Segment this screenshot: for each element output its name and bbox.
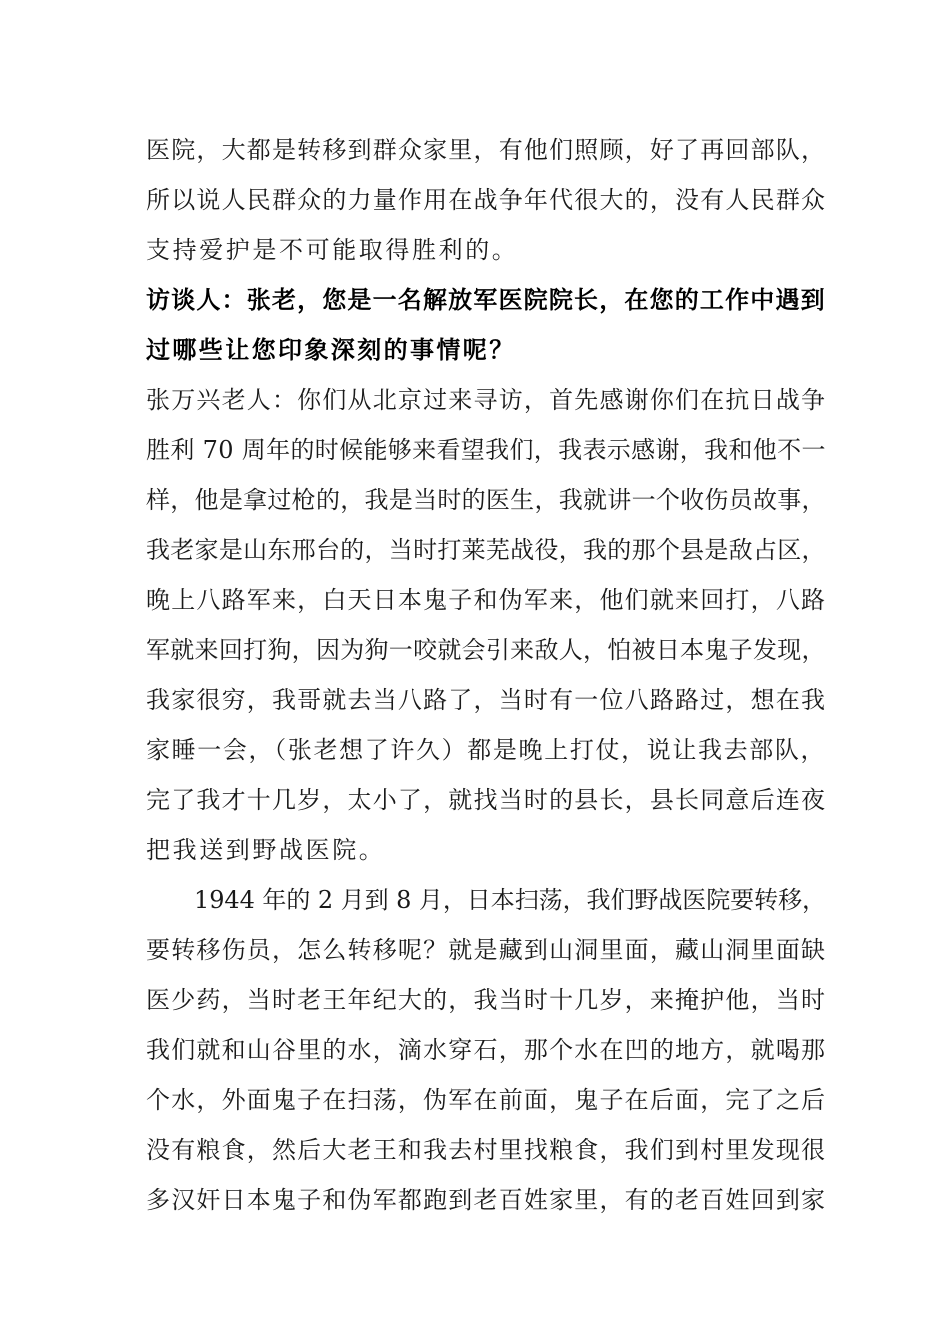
paragraph-1-line-3: 支持爱护是不可能取得胜利的。 <box>146 236 519 264</box>
answer-line-2: 胜利 70 周年的时候能够来看望我们，我表示感谢，我和他不一 <box>146 436 826 464</box>
answer-line-1: 张万兴老人：你们从北京过来寻访，首先感谢你们在抗日战争 <box>146 386 827 414</box>
answer-line-7: 我家很穷，我哥就去当八路了，当时有一位八路路过，想在我 <box>146 686 827 714</box>
question-line-2: 过哪些让您印象深刻的事情呢？ <box>146 336 516 364</box>
paragraph-2-line-3: 医少药，当时老王年纪大的，我当时十几岁，来掩护他，当时 <box>146 986 827 1014</box>
answer-line-6: 军就来回打狗，因为狗一咬就会引来敌人，怕被日本鬼子发现， <box>146 636 826 664</box>
answer-line-3: 样，他是拿过枪的，我是当时的医生，我就讲一个收伤员故事， <box>146 486 826 514</box>
paragraph-1-line-2: 所以说人民群众的力量作用在战争年代很大的，没有人民群众 <box>146 186 827 214</box>
answer-line-9: 完了我才十几岁，太小了，就找当时的县长，县长同意后连夜 <box>146 786 827 814</box>
paragraph-2-line-2: 要转移伤员，怎么转移呢？就是藏到山洞里面，藏山洞里面缺 <box>146 936 827 964</box>
answer-line-10: 把我送到野战医院。 <box>146 836 386 864</box>
paragraph-2-line-6: 没有粮食，然后大老王和我去村里找粮食，我们到村里发现很 <box>146 1136 827 1164</box>
question-line-1: 访谈人：张老，您是一名解放军医院院长，在您的工作中遇到 <box>146 286 826 314</box>
paragraph-2-line-7: 多汉奸日本鬼子和伪军都跑到老百姓家里，有的老百姓回到家 <box>146 1186 827 1214</box>
paragraph-1-line-1: 医院，大都是转移到群众家里，有他们照顾，好了再回部队， <box>146 136 827 164</box>
paragraph-2-line-4: 我们就和山谷里的水，滴水穿石，那个水在凹的地方，就喝那 <box>146 1036 827 1064</box>
paragraph-2-line-1: 1944 年的 2 月到 8 月，日本扫荡，我们野战医院要转移， <box>194 886 826 914</box>
paragraph-2-line-5: 个水，外面鬼子在扫荡，伪军在前面，鬼子在后面，完了之后 <box>146 1086 827 1114</box>
answer-line-8: 家睡一会，（张老想了许久）都是晚上打仗，说让我去部队， <box>146 736 827 764</box>
answer-line-4: 我老家是山东邢台的，当时打莱芜战役，我的那个县是敌占区， <box>146 536 826 564</box>
answer-line-5: 晚上八路军来，白天日本鬼子和伪军来，他们就来回打，八路 <box>146 586 827 614</box>
